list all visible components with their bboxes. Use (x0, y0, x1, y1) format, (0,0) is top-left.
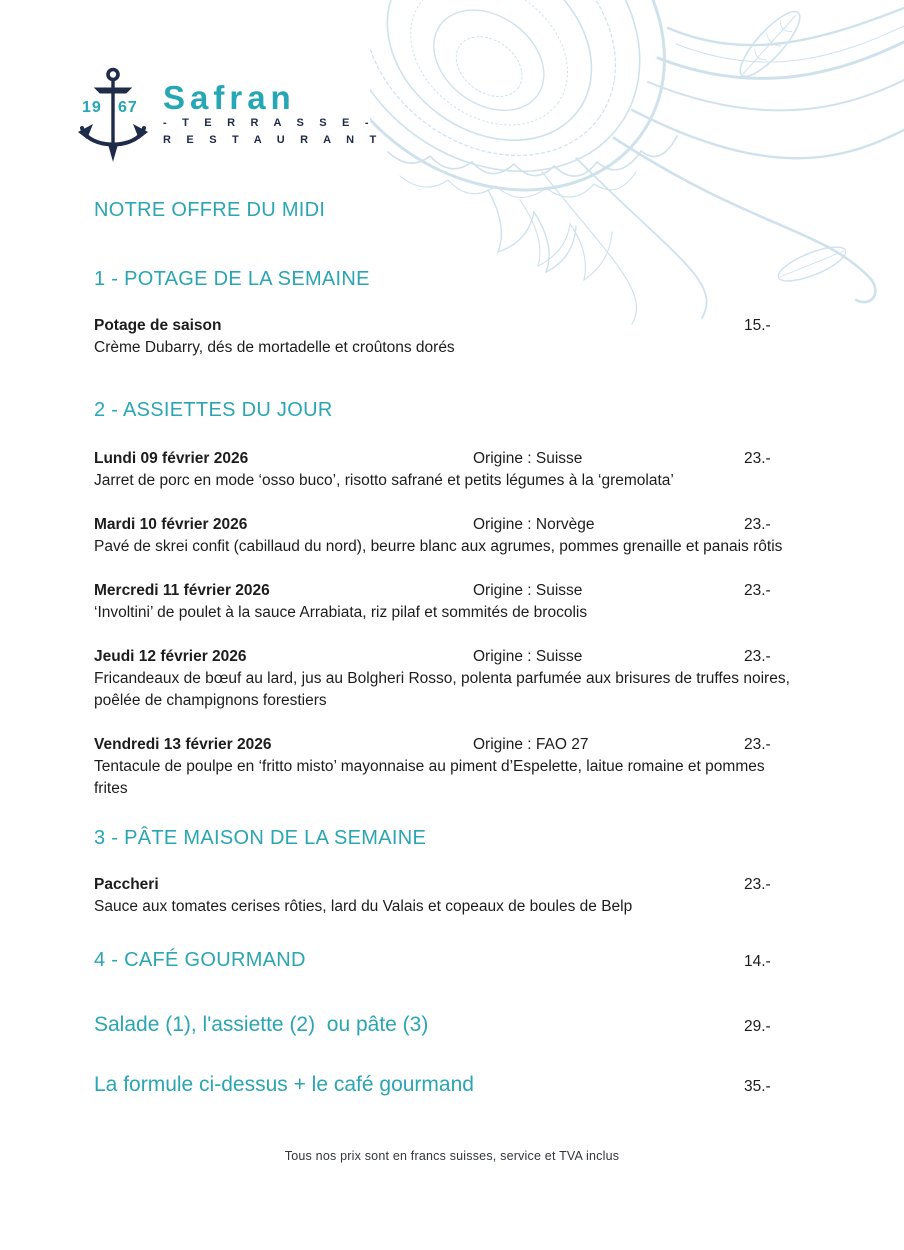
logo-year-left: 19 (82, 99, 102, 116)
formula-label: La formule ci-dessus + le café gourmand (94, 1073, 474, 1096)
logo-year-right: 67 (118, 99, 138, 116)
menu-item-jeudi (94, 646, 800, 668)
menu-item-vendredi (94, 734, 800, 756)
item-description: Sauce aux tomates cerises rôties, lard du Valais et copeaux de boules de Belp (94, 898, 633, 915)
item-origin: Origine : Suisse (473, 648, 583, 665)
item-price: 23.- (744, 876, 771, 893)
menu-content (0, 168, 904, 1099)
page-title: NOTRE OFFRE DU MIDI (94, 199, 326, 221)
formula-avec-cafe-gourmand (94, 1073, 800, 1099)
brand-logo (75, 66, 382, 164)
item-price: 23.- (744, 582, 771, 599)
formula-price: 35.- (744, 1078, 771, 1095)
item-price: 23.- (744, 450, 771, 467)
section-heading-cafe: 4 - CAFÉ GOURMAND (94, 949, 306, 971)
item-description: Tentacule de poulpe en ‘fritto misto’ mayonnaise au piment d’Espelette, laitue romaine et pommes frites (94, 758, 765, 797)
item-price: 23.- (744, 736, 771, 753)
menu-item-paccheri (94, 874, 800, 896)
menu-item-potage (94, 315, 800, 337)
item-name: Vendredi 13 février 2026 (94, 736, 272, 753)
footer-note: Tous nos prix sont en francs suisses, service et TVA inclus (284, 1149, 620, 1163)
item-name: Mardi 10 février 2026 (94, 516, 248, 533)
item-origin: Origine : Suisse (473, 450, 583, 467)
item-price: 23.- (744, 648, 771, 665)
brand-name: Safran (163, 79, 296, 116)
item-description: Jarret de porc en mode ‘osso buco’, risotto safrané et petits légumes à la ‘gremolata’ (94, 472, 674, 489)
section-heading-potage: 1 - POTAGE DE LA SEMAINE (94, 268, 370, 290)
menu-item-lundi (94, 448, 800, 470)
formula-price: 29.- (744, 1018, 771, 1035)
item-origin: Origine : Norvège (473, 516, 595, 533)
item-price: 15.- (744, 317, 771, 334)
item-description: Pavé de skrei confit (cabillaud du nord), beurre blanc aux agrumes, pommes grenaille et panais rôtis (94, 538, 783, 555)
menu-item-mercredi (94, 580, 800, 602)
item-price: 23.- (744, 516, 771, 533)
formula-salade-assiette-pate (94, 1013, 800, 1039)
section-heading-pate: 3 - PÂTE MAISON DE LA SEMAINE (94, 827, 427, 849)
brand-tagline-terrasse: - T E R R A S S E - (163, 117, 375, 129)
item-description: ‘Involtini’ de poulet à la sauce Arrabiata, riz pilaf et sommités de brocolis (94, 604, 588, 621)
item-name: Lundi 09 février 2026 (94, 450, 249, 467)
item-name: Potage de saison (94, 317, 222, 334)
item-name: Paccheri (94, 876, 159, 893)
item-name: Mercredi 11 février 2026 (94, 582, 270, 599)
item-price: 14.- (744, 953, 771, 970)
item-name: Jeudi 12 février 2026 (94, 648, 247, 665)
menu-item-mardi (94, 514, 800, 536)
anchor-logo (75, 66, 151, 164)
brand-text (163, 66, 382, 164)
item-description: Fricandeaux de bœuf au lard, jus au Bolgheri Rosso, polenta parfumée aux brisures de truffes noires, poêlée de champignons forestiers (94, 670, 790, 709)
section-cafe-gourmand (94, 948, 800, 972)
formula-label: Salade (1), l'assiette (2) ou pâte (3) (94, 1013, 429, 1036)
section-heading-assiettes: 2 - ASSIETTES DU JOUR (94, 399, 333, 421)
brand-tagline-restaurant: R E S T A U R A N T (163, 134, 383, 146)
item-origin: Origine : Suisse (473, 582, 583, 599)
item-description: Crème Dubarry, dés de mortadelle et croûtons dorés (94, 339, 455, 356)
item-origin: Origine : FAO 27 (473, 736, 589, 753)
